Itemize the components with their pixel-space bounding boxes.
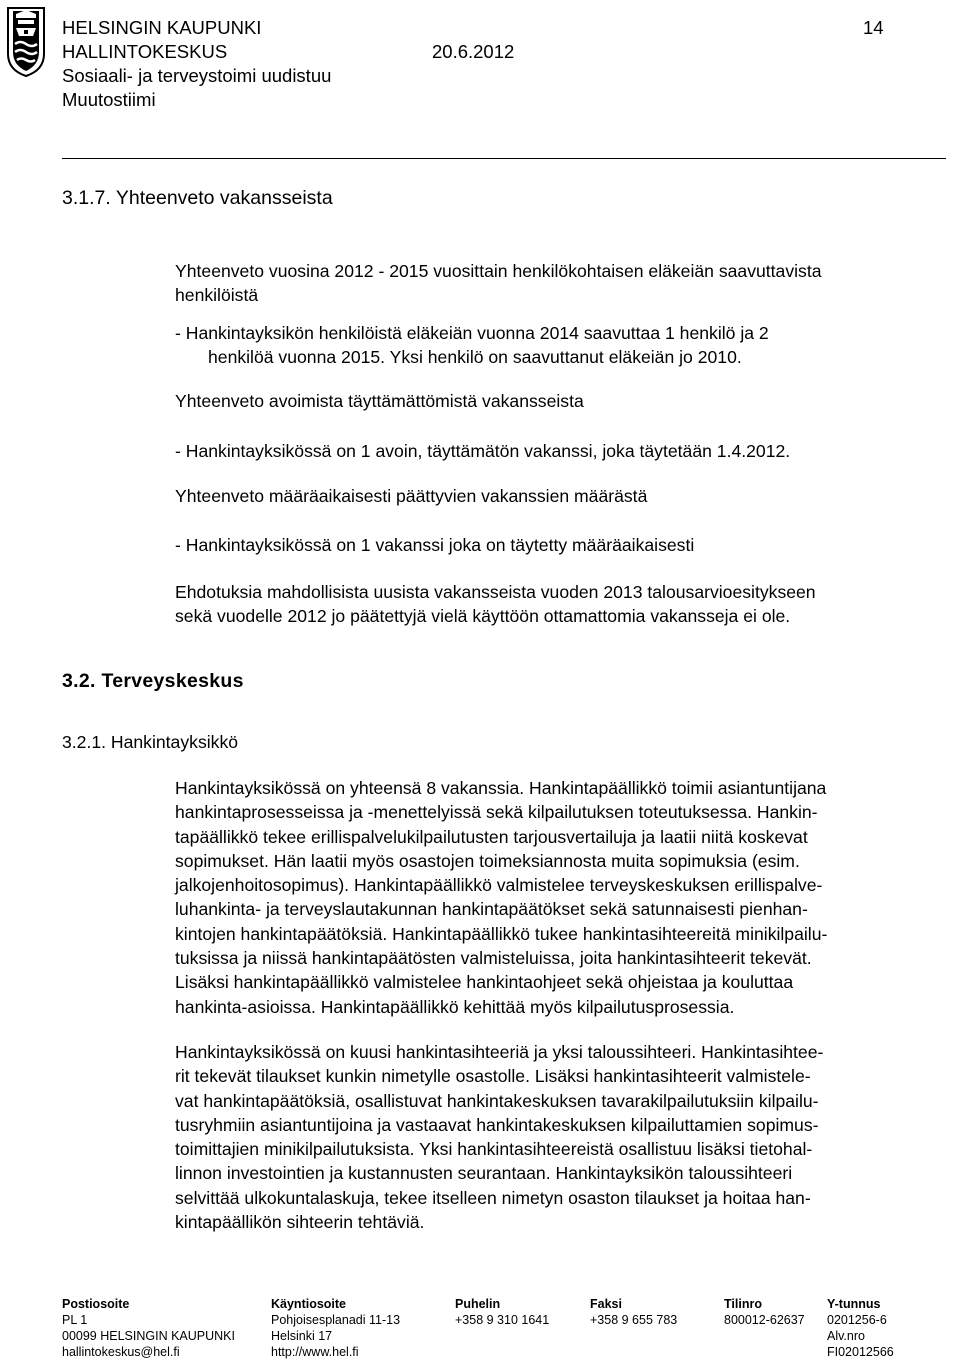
- footer-fax-label: Faksi: [590, 1297, 622, 1311]
- footer-business-id-line: 0201256-6: [827, 1313, 887, 1327]
- paragraph-line: tapäällikkö tekee erillispalvelukilpailutusten tarjousvertailuja ja laatii niitä koskevat: [175, 826, 808, 847]
- proposals: [175, 580, 950, 629]
- paragraph-line: luhankinta- ja terveyslautakunnan hankintapäätökset sekä satunnaisesti pienhan-: [175, 899, 808, 920]
- summary-item: [175, 321, 950, 370]
- paragraph-line: jalkojenhoitosopimus). Hankintapäällikkö valmistelee terveyskeskuksen erillispalve-: [175, 875, 823, 896]
- fixed-term-item: - Hankintayksikössä on 1 vakanssi joka on täytetty määräaikaisesti: [175, 535, 695, 555]
- fixed-term-title: Yhteenveto määräaikaisesti päättyvien vakanssien määrästä: [175, 486, 648, 506]
- page-number: 14: [863, 17, 884, 38]
- paragraph-line: Hankintayksikössä on kuusi hankintasihteeriä ja yksi taloussihteeri. Hankintasihtee-: [175, 1042, 824, 1062]
- paragraph-line: linnon investointien ja kustannusten seurantaan. Hankintayksikön taloussihteeri: [175, 1163, 793, 1184]
- helsinki-coat-of-arms-logo: [2, 6, 50, 78]
- footer-postal-line: 00099 HELSINGIN KAUPUNKI: [62, 1329, 235, 1343]
- footer-phone-label: Puhelin: [455, 1297, 501, 1311]
- footer-visiting-label: Käyntiosoite: [271, 1297, 347, 1311]
- proposals-line: Ehdotuksia mahdollisista uusista vakansseista vuoden 2013 talousarvioesitykseen: [175, 582, 816, 602]
- vacancy-title: Yhteenveto avoimista täyttämättömistä vakansseista: [175, 391, 584, 411]
- footer-business-id-line: FI02012566: [827, 1345, 894, 1359]
- section-32-heading: 3.2. Terveyskeskus: [62, 670, 244, 692]
- proposals-line: sekä vuodelle 2012 jo päätettyjä vielä käyttöön ottamattomia vakansseja ei ole.: [175, 606, 791, 627]
- paragraph-line: Hankintayksikössä on yhteensä 8 vakanssia. Hankintapäällikkö toimii asiantuntijana: [175, 778, 827, 798]
- paragraph-line: tuksissa ja niissä hankintapäätösten valmisteluissa, joita hankintasihteerit tekevät.: [175, 948, 812, 969]
- header-org: HELSINGIN KAUPUNKI: [62, 17, 262, 38]
- header-unit: HALLINTOKESKUS: [62, 41, 228, 62]
- footer-fax-value: +358 9 655 783: [590, 1313, 678, 1327]
- summary-title-line: henkilöistä: [175, 285, 259, 306]
- footer-visiting-line: Pohjoisesplanadi 11-13: [271, 1313, 401, 1327]
- paragraph-line: rit tekevät tilaukset kunkin nimetylle osastolle. Lisäksi hankintasihteerit valmistele-: [175, 1066, 811, 1087]
- paragraph-line: hankintaprosesseissa ja -menettelyissä sekä kilpailutuksen toteutuksessa. Hankin-: [175, 802, 818, 823]
- paragraph-line: tusryhmiin asiantuntijoina ja vastaavat hankintakeskuksen kilpailuttamien sopimus-: [175, 1114, 819, 1135]
- paragraph-1: [175, 776, 950, 1019]
- paragraph-line: kintojen hankintapäätöksiä. Hankintapäällikkö tukee hankintasihteereitä minikilpailu-: [175, 923, 828, 944]
- footer-phone-value: +358 9 310 1641: [455, 1313, 550, 1327]
- vacancy-item: - Hankintayksikössä on 1 avoin, täyttämätön vakanssi, joka täytetään 1.4.2012.: [175, 441, 791, 461]
- paragraph-line: kintapäällikön sihteerin tehtäviä.: [175, 1212, 425, 1233]
- header-subject: Sosiaali- ja terveystoimi uudistuu: [62, 65, 332, 86]
- footer-account-label: Tilinro: [724, 1297, 762, 1311]
- footer-visiting-line: Helsinki 17: [271, 1329, 333, 1343]
- section-317-heading: 3.1.7. Yhteenveto vakansseista: [62, 187, 333, 209]
- footer-postal-label: Postiosoite: [62, 1297, 130, 1311]
- paragraph-line: vat hankintapäätöksiä, osallistuvat hankintakeskuksen tavarakilpailutuksiin kilpailu-: [175, 1090, 819, 1111]
- footer-website[interactable]: http://www.hel.fi: [271, 1345, 359, 1359]
- footer-email[interactable]: hallintokeskus@hel.fi: [62, 1345, 180, 1359]
- paragraph-line: Lisäksi hankintapäällikkö valmistelee hankintaohjeet sekä ohjeistaa ja kouluttaa: [175, 972, 794, 993]
- paragraph-line: sopimukset. Hän laatii myös osastojen toimeksiannosta muita sopimuksia (esim.: [175, 850, 800, 871]
- footer-business-id-line: Alv.nro: [827, 1329, 865, 1343]
- section-321-heading: 3.2.1. Hankintayksikkö: [62, 732, 239, 752]
- header-divider: [62, 158, 946, 159]
- footer-account-value: 800012-62637: [724, 1313, 805, 1327]
- footer-postal-line: PL 1: [62, 1313, 88, 1327]
- paragraph-line: hankinta-asioissa. Hankintapäällikkö kehittää myös kilpailutusprosessia.: [175, 996, 735, 1017]
- header-document-type: Muutostiimi: [62, 89, 156, 110]
- summary-title-line: Yhteenveto vuosina 2012 - 2015 vuosittain henkilökohtaisen eläkeiän saavuttavista: [175, 261, 822, 281]
- header-date: 20.6.2012: [432, 41, 515, 62]
- summary-item-line: henkilöä vuonna 2015. Yksi henkilö on saavuttanut eläkeiän jo 2010.: [208, 347, 742, 368]
- footer-business-id-label: Y-tunnus: [827, 1297, 881, 1311]
- paragraph-line: toimittajien minikilpailutuksista. Yksi hankintasihteereistä osallistuu lisäksi tietohal-: [175, 1139, 813, 1160]
- paragraph-2: [175, 1040, 950, 1234]
- paragraph-line: selvittää ulkokuntalaskuja, tekee itselleen nimetyn osaston tilaukset ja hoitaa han-: [175, 1187, 811, 1208]
- summary-item-line: - Hankintayksikön henkilöistä eläkeiän vuonna 2014 saavuttaa 1 henkilö ja 2: [175, 323, 769, 343]
- summary-title: [175, 259, 950, 308]
